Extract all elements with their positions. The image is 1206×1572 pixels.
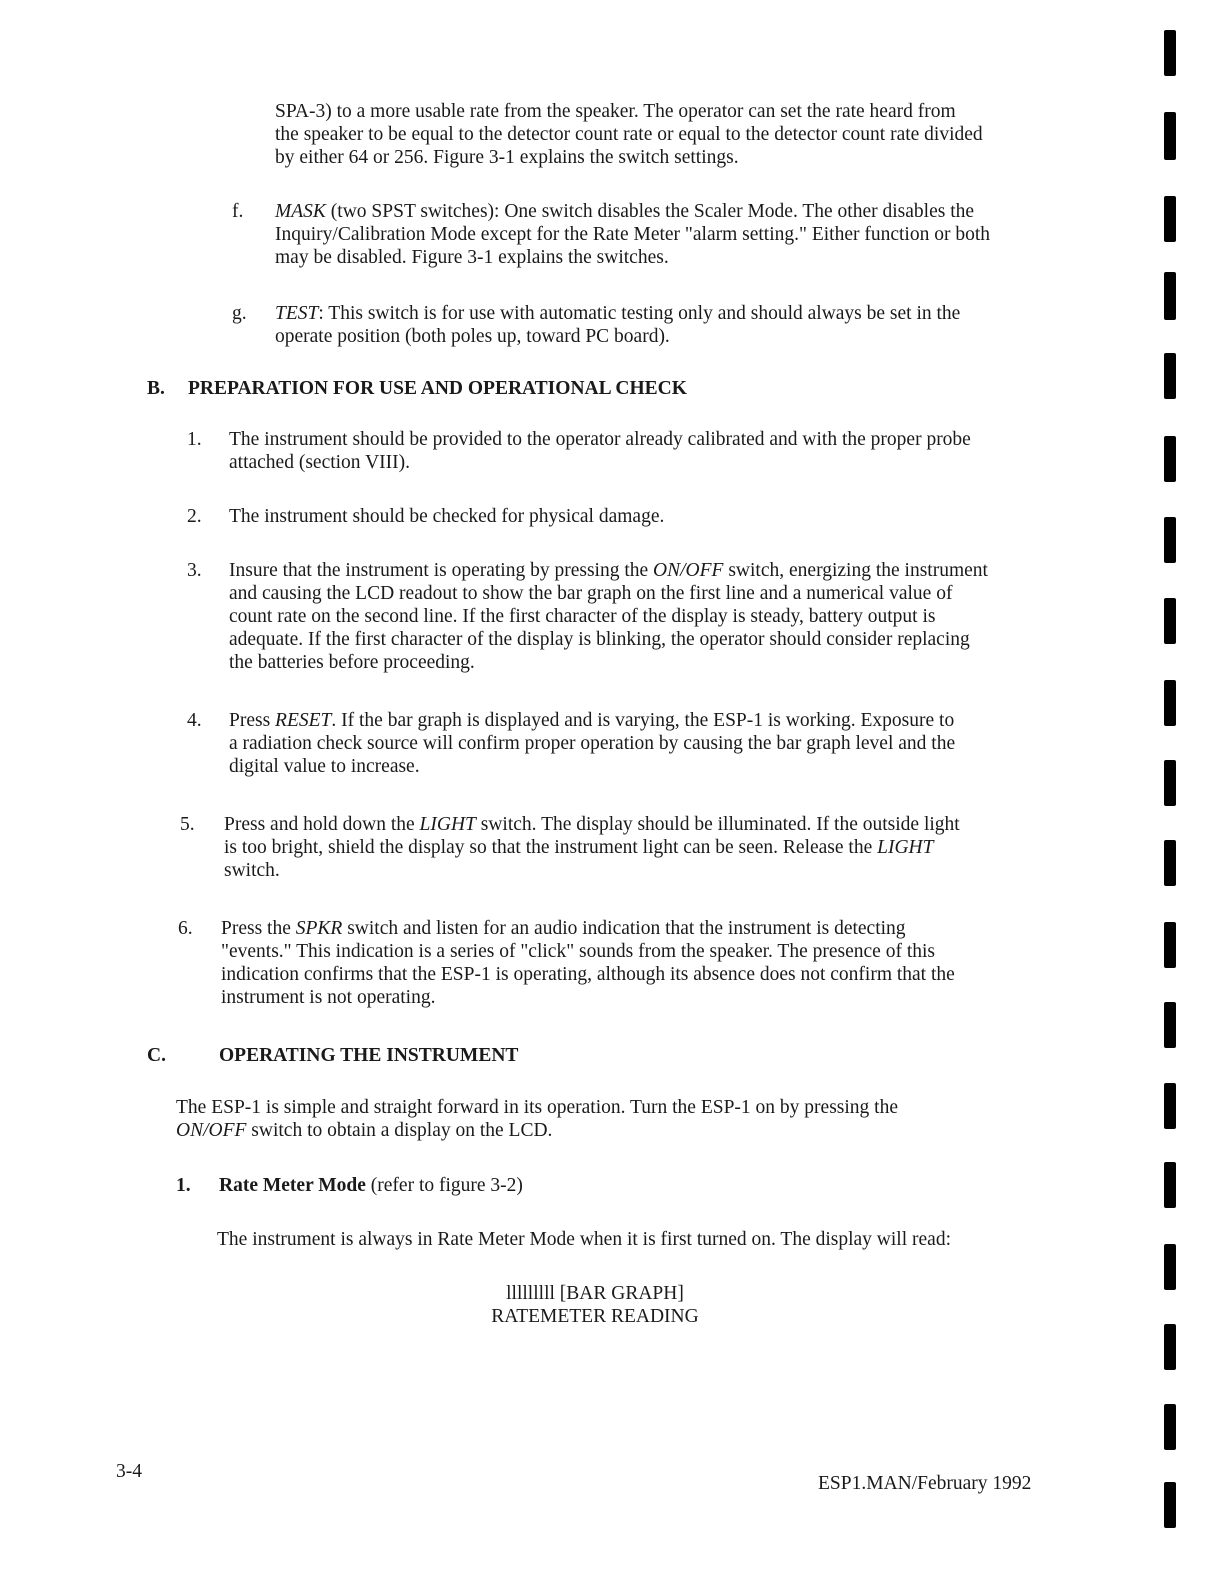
onoff-term-2: ON/OFF [176,1120,247,1141]
change-bars [1164,0,1178,1572]
b-item-3-line-1-b: switch, energizing the instrument [723,560,988,581]
change-bar [1164,598,1176,644]
c-sub-1-number: 1. [176,1175,191,1196]
b-item-4-line-3: digital value to increase. [229,756,420,777]
b-item-3-line-2: and causing the LCD readout to show the bar graph on the first line and a numerical value of [229,583,953,604]
change-bar [1164,1482,1176,1528]
b-item-5-number: 5. [180,814,195,835]
display-line-2: RATEMETER READING [491,1306,699,1327]
b-item-6-line-4: instrument is not operating. [221,987,436,1008]
change-bar [1164,30,1176,76]
b-item-5-line-1 [224,813,960,836]
b-item-4-line-2: a radiation check source will confirm proper operation by causing the bar graph level and the [229,733,956,754]
b-item-3-line-3: count rate on the second line. If the first character of the display is steady, battery output is [229,606,936,627]
page-number: 3-4 [116,1461,142,1482]
b-item-1-line-1: The instrument should be provided to the operator already calibrated and with the proper probe [229,429,971,450]
change-bar [1164,517,1176,563]
b-item-6-line-1-b: switch and listen for an audio indication that the instrument is detecting [342,918,906,939]
change-bar [1164,272,1176,320]
item-f-term: MASK [275,201,326,222]
rate-meter-mode-title: Rate Meter Mode [219,1175,366,1196]
item-f-text [275,200,990,269]
b-item-5-line-1-a: Press and hold down the [224,814,420,835]
section-c-title: OPERATING THE INSTRUMENT [219,1045,519,1066]
change-bar [1164,922,1176,968]
b-item-6-line-1-a: Press the [221,918,296,939]
item-g-text [275,302,960,348]
b-item-3-line-5: the batteries before proceeding. [229,652,475,673]
continuation-line-1: SPA-3) to a more usable rate from the speaker. The operator can set the rate heard from [275,101,956,122]
b-item-3-text [229,559,988,674]
b-item-3-line-4: adequate. If the first character of the display is blinking, the operator should consider replacing [229,629,970,650]
section-c-intro-line-1: The ESP-1 is simple and straight forward in its operation. Turn the ESP-1 on by pressing the [176,1097,898,1118]
b-item-3-line-1-a: Insure that the instrument is operating by pressing the [229,560,654,581]
light-term-2: LIGHT [877,837,934,858]
display-readout [440,1282,750,1328]
item-f-line-2: Inquiry/Calibration Mode except for the Rate Meter "alarm setting." Either function or both [275,224,991,245]
change-bar [1164,112,1176,160]
b-item-5-line-2 [224,836,960,859]
item-f-label: f. [232,201,244,222]
change-bar [1164,353,1176,399]
change-bar [1164,680,1176,726]
section-b-title: PREPARATION FOR USE AND OPERATIONAL CHECK [188,378,687,399]
change-bar [1164,1404,1176,1450]
b-item-2-line-1: The instrument should be checked for physical damage. [229,506,665,527]
b-item-5-line-2-a: is too bright, shield the display so that the instrument light can be seen. Release the [224,837,878,858]
b-item-6-line-1 [221,917,955,940]
change-bar [1164,196,1176,242]
b-item-1-text [229,428,971,474]
b-item-4-line-1 [229,709,955,732]
b-item-4-line-1-b: . If the bar graph is displayed and is varying, the ESP-1 is working. Exposure to [331,710,955,731]
continuation-paragraph [275,100,983,169]
section-c-intro [176,1096,898,1142]
c-sub-1-heading [219,1174,523,1197]
change-bar [1164,1324,1176,1370]
change-bar [1164,1002,1176,1048]
change-bar [1164,1244,1176,1290]
b-item-4-text [229,709,955,778]
section-c-letter: C. [147,1045,166,1066]
b-item-6-number: 6. [178,918,193,939]
b-item-5-text [224,813,960,882]
continuation-line-2: the speaker to be equal to the detector count rate or equal to the detector count rate divided [275,124,983,145]
b-item-2-number: 2. [187,506,202,527]
display-line-1: lllllllll [BAR GRAPH] [506,1283,684,1304]
spkr-term: SPKR [295,918,343,939]
b-item-5-line-1-b: switch. The display should be illuminated. If the outside light [475,814,960,835]
document-id: ESP1.MAN/February 1992 [818,1473,1032,1494]
b-item-6-text [221,917,955,1009]
item-g-label: g. [232,303,247,324]
onoff-term: ON/OFF [653,560,724,581]
b-item-3-line-1 [229,559,988,582]
item-f-line-3: may be disabled. Figure 3-1 explains the switches. [275,247,669,268]
b-item-3-number: 3. [187,560,202,581]
change-bar [1164,436,1176,482]
item-g-term: TEST [275,303,319,324]
light-term: LIGHT [419,814,476,835]
item-g-line-2: operate position (both poles up, toward PC board). [275,326,670,347]
b-item-6-line-2: "events." This indication is a series of "click" sounds from the speaker. The presence of this [221,941,935,962]
continuation-line-3: by either 64 or 256. Figure 3-1 explains the switch settings. [275,147,739,168]
change-bar [1164,760,1176,806]
c-sub-1-text: The instrument is always in Rate Meter Mode when it is first turned on. The display will read: [217,1229,951,1250]
section-b-letter: B. [147,378,165,399]
b-item-4-line-1-a: Press [229,710,276,731]
b-item-6-line-3: indication confirms that the ESP-1 is operating, although its absence does not confirm that the [221,964,955,985]
b-item-4-number: 4. [187,710,202,731]
item-f-line-1 [275,200,990,223]
b-item-5-line-3: switch. [224,860,280,881]
b-item-1-line-2: attached (section VIII). [229,452,411,473]
section-c-intro-line-2 [176,1119,898,1142]
item-g-line-1 [275,302,960,325]
b-item-2-text [229,505,664,528]
section-c-intro-line-2-rest: switch to obtain a display on the LCD. [246,1120,553,1141]
reset-term: RESET [275,710,332,731]
change-bar [1164,1162,1176,1208]
change-bar [1164,1083,1176,1129]
item-f-line-1-rest: (two SPST switches): One switch disables the Scaler Mode. The other disables the [325,201,975,222]
change-bar [1164,840,1176,886]
b-item-1-number: 1. [187,429,202,450]
item-g-line-1-rest: : This switch is for use with automatic testing only and should always be set in the [318,303,961,324]
rate-meter-mode-ref: (refer to figure 3-2) [365,1175,523,1196]
